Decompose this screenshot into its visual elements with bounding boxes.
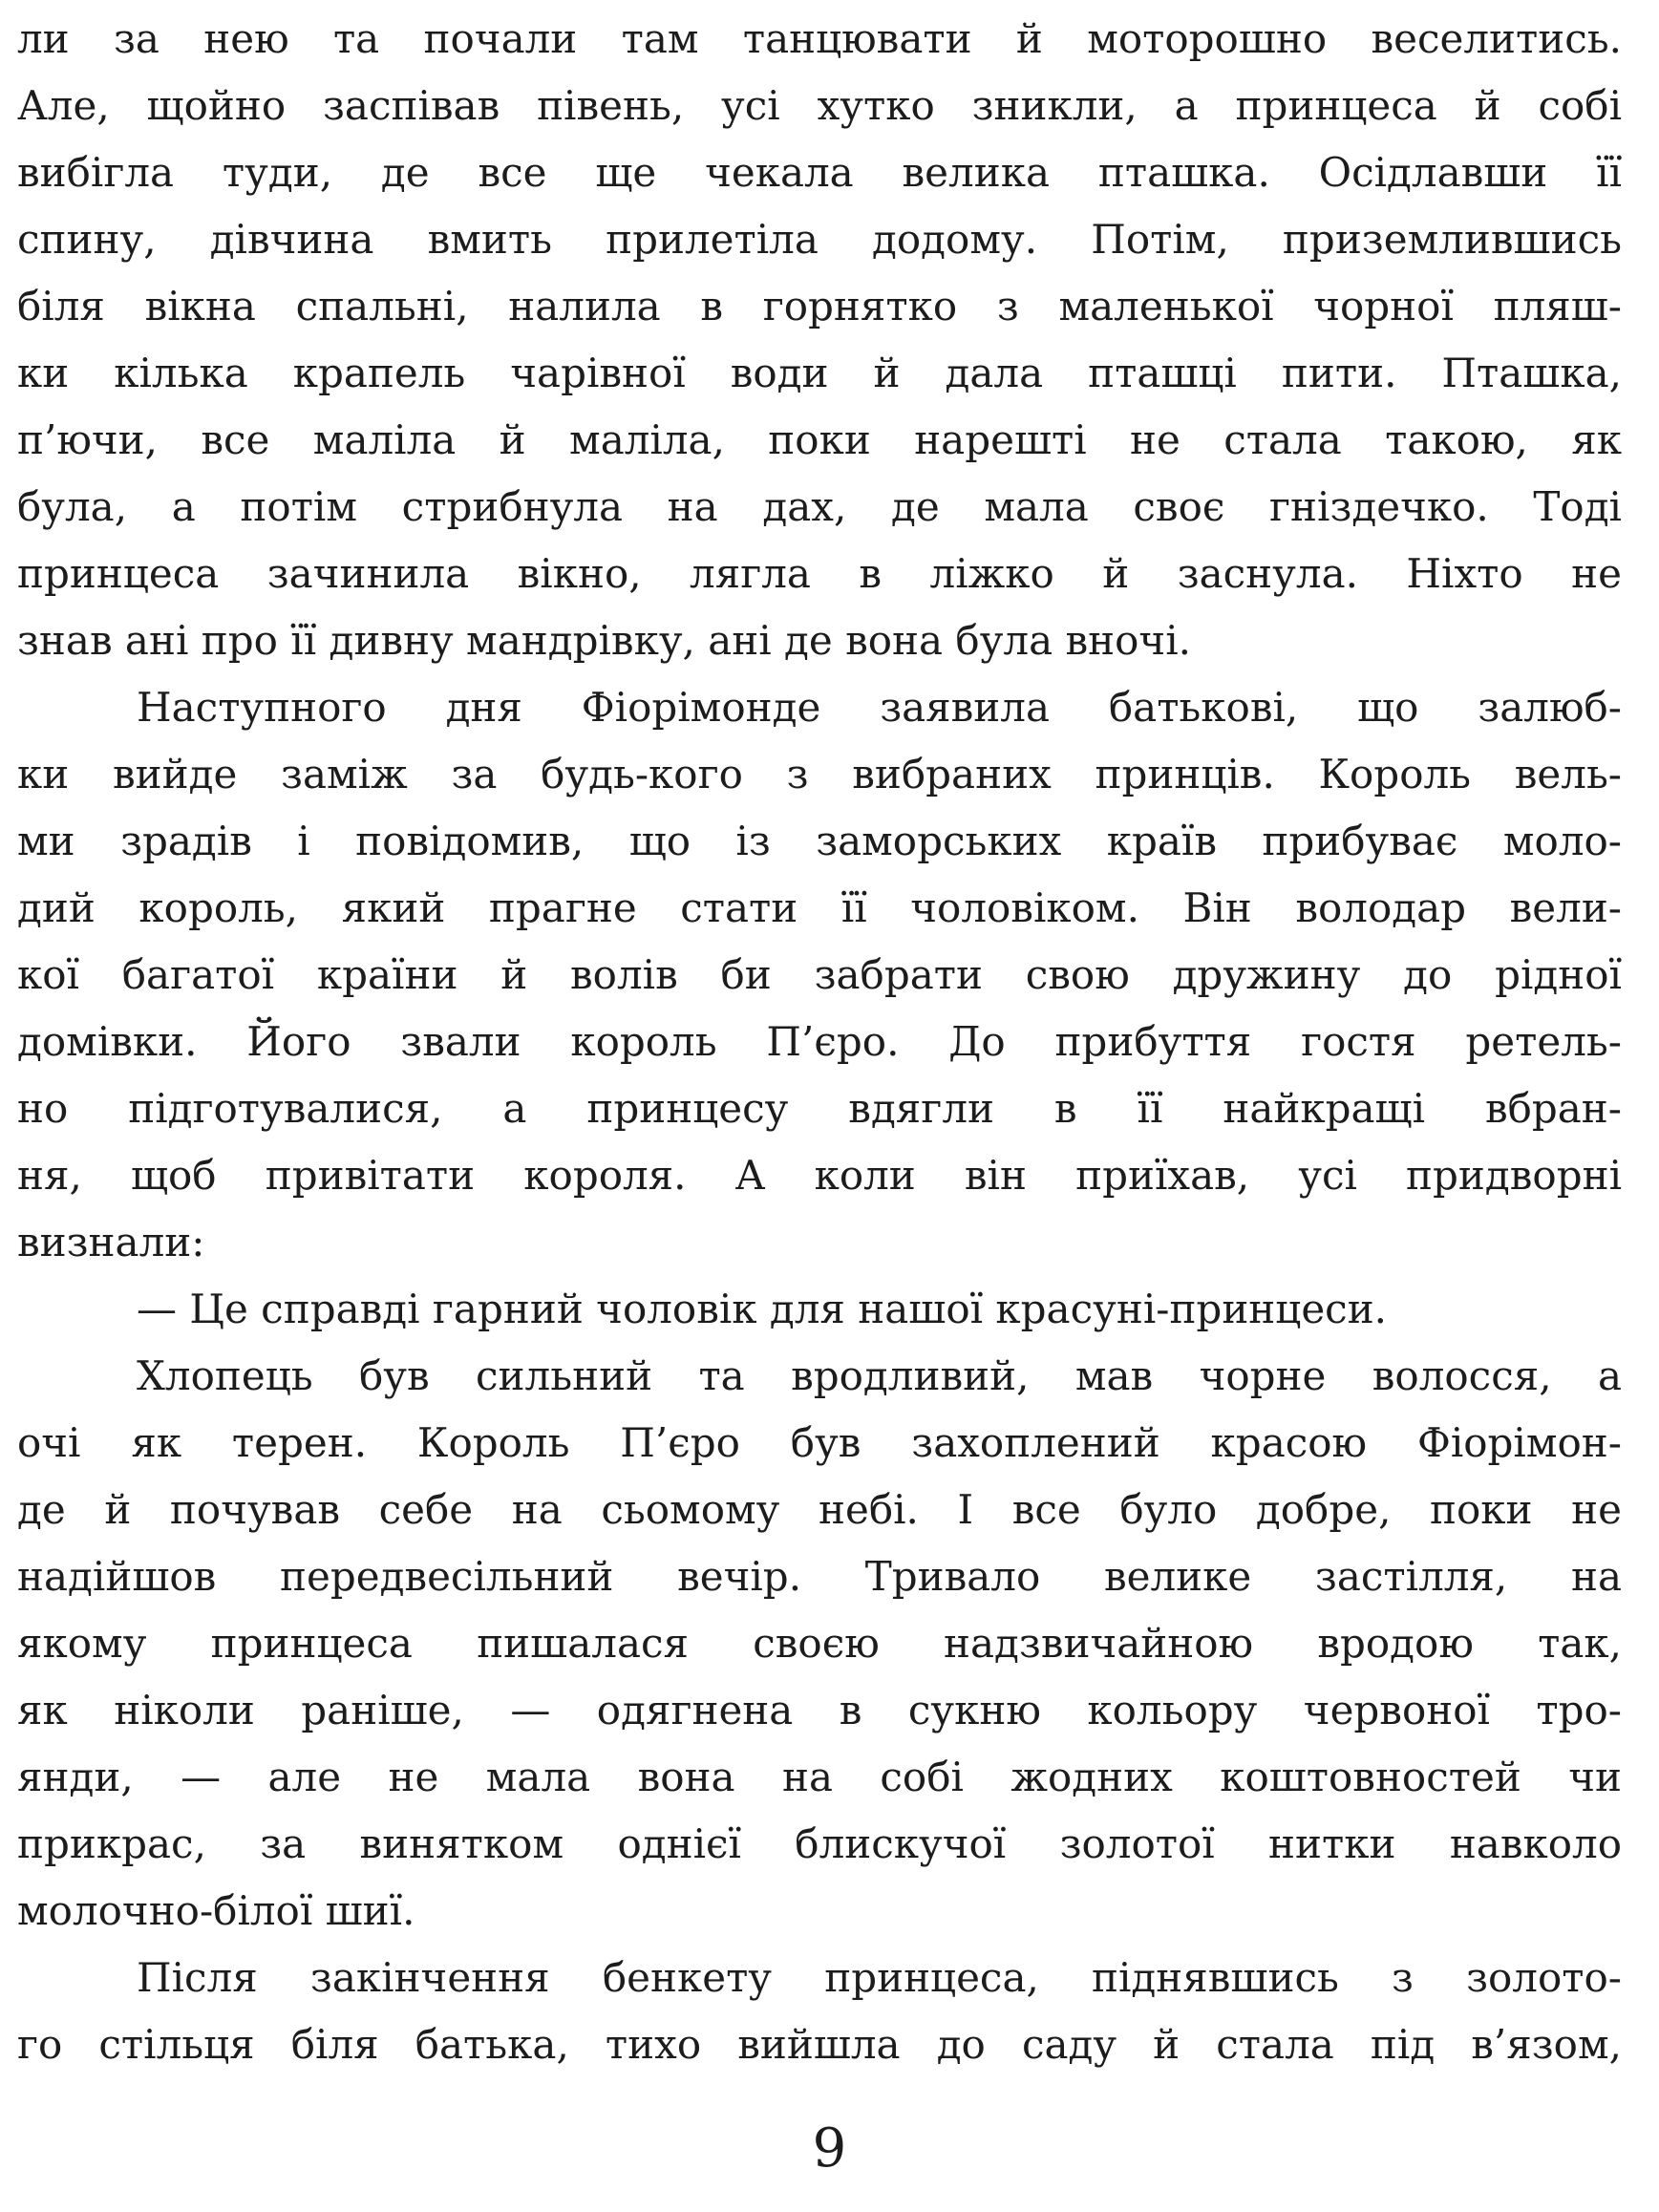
text-line: прикрас, за винятком однієї блискучої золотої нитки навколо [17, 1820, 1622, 1867]
text-line: де й почував себе на сьомому небі. І все було добре, поки не [17, 1486, 1622, 1533]
text-line: янди, — але не мала вона на собі жодних коштовностей чи [17, 1754, 1622, 1800]
text-line: п’ючи, все маліла й маліла, поки нарешті не стала такою, як [17, 416, 1622, 463]
text-line: біля вікна спальні, налила в горнятко з маленької чорної пляш- [17, 283, 1622, 330]
text-line: як ніколи раніше, — одягнена в сукню кольору червоної тро- [17, 1687, 1622, 1733]
text-line: но підготувалися, а принцесу вдягли в її найкращі вбран- [17, 1085, 1622, 1132]
text-line: спину, дівчина вмить прилетіла додому. Потім, приземлившись [17, 216, 1622, 263]
text-line: молочно-білої шиї. [17, 1887, 415, 1934]
text-line: домівки. Його звали король П’єро. До прибуття гостя ретель- [17, 1018, 1622, 1065]
text-line: Після закінчення бенкету принцеса, піднявшись з золото- [137, 1954, 1622, 2001]
text-line: знав ані про її дивну мандрівку, ані де вона була вночі. [17, 617, 1191, 664]
text-line: якому принцеса пишалася своєю надзвичайною вродою так, [17, 1620, 1622, 1667]
text-line: — Це справді гарний чоловік для нашої красуні-принцеси. [137, 1286, 1388, 1332]
text-line: го стільця біля батька, тихо вийшла до саду й стала під в’язом, [17, 2021, 1622, 2068]
text-line: принцеса зачинила вікно, лягла в ліжко й заснула. Ніхто не [17, 550, 1622, 597]
text-line: ки вийде заміж за будь-кого з вибраних принців. Король вель- [17, 751, 1622, 798]
text-line: ли за нею та почали там танцювати й моторошно веселитись. [17, 15, 1622, 62]
text-line: Наступного дня Фіорімонде заявила батькові, що залюб- [137, 684, 1622, 731]
text-line: Хлопець був сильний та вродливий, мав чорне волосся, а [137, 1352, 1622, 1399]
text-line: вибігла туди, де все ще чекала велика пташка. Осідлавши її [17, 149, 1622, 196]
text-line: надійшов передвесільний вечір. Тривало велике застілля, на [17, 1553, 1622, 1600]
text-line: ня, щоб привітати короля. А коли він приїхав, усі придворні [17, 1152, 1622, 1199]
text-line: була, а потім стрибнула на дах, де мала своє гніздечко. Тоді [17, 483, 1622, 530]
text-line: ми зрадів і повідомив, що із заморських країв прибуває моло- [17, 818, 1622, 864]
text-line: кої багатої країни й волів би забрати свою дружину до рідної [17, 951, 1622, 998]
text-line: очі як терен. Король П’єро був захоплений красою Фіорімон- [17, 1419, 1622, 1466]
text-line: ки кілька крапель чарівної води й дала пташці пити. Пташка, [17, 350, 1622, 396]
text-line: Але, щойно заспівав півень, усі хутко зникли, а принцеса й собі [17, 82, 1622, 129]
body-text [17, 6, 1622, 2078]
text-line: визнали: [17, 1219, 205, 1266]
page-number: 9 [812, 2117, 847, 2180]
text-line: дий король, який прагне стати її чоловіком. Він володар вели- [17, 884, 1622, 931]
